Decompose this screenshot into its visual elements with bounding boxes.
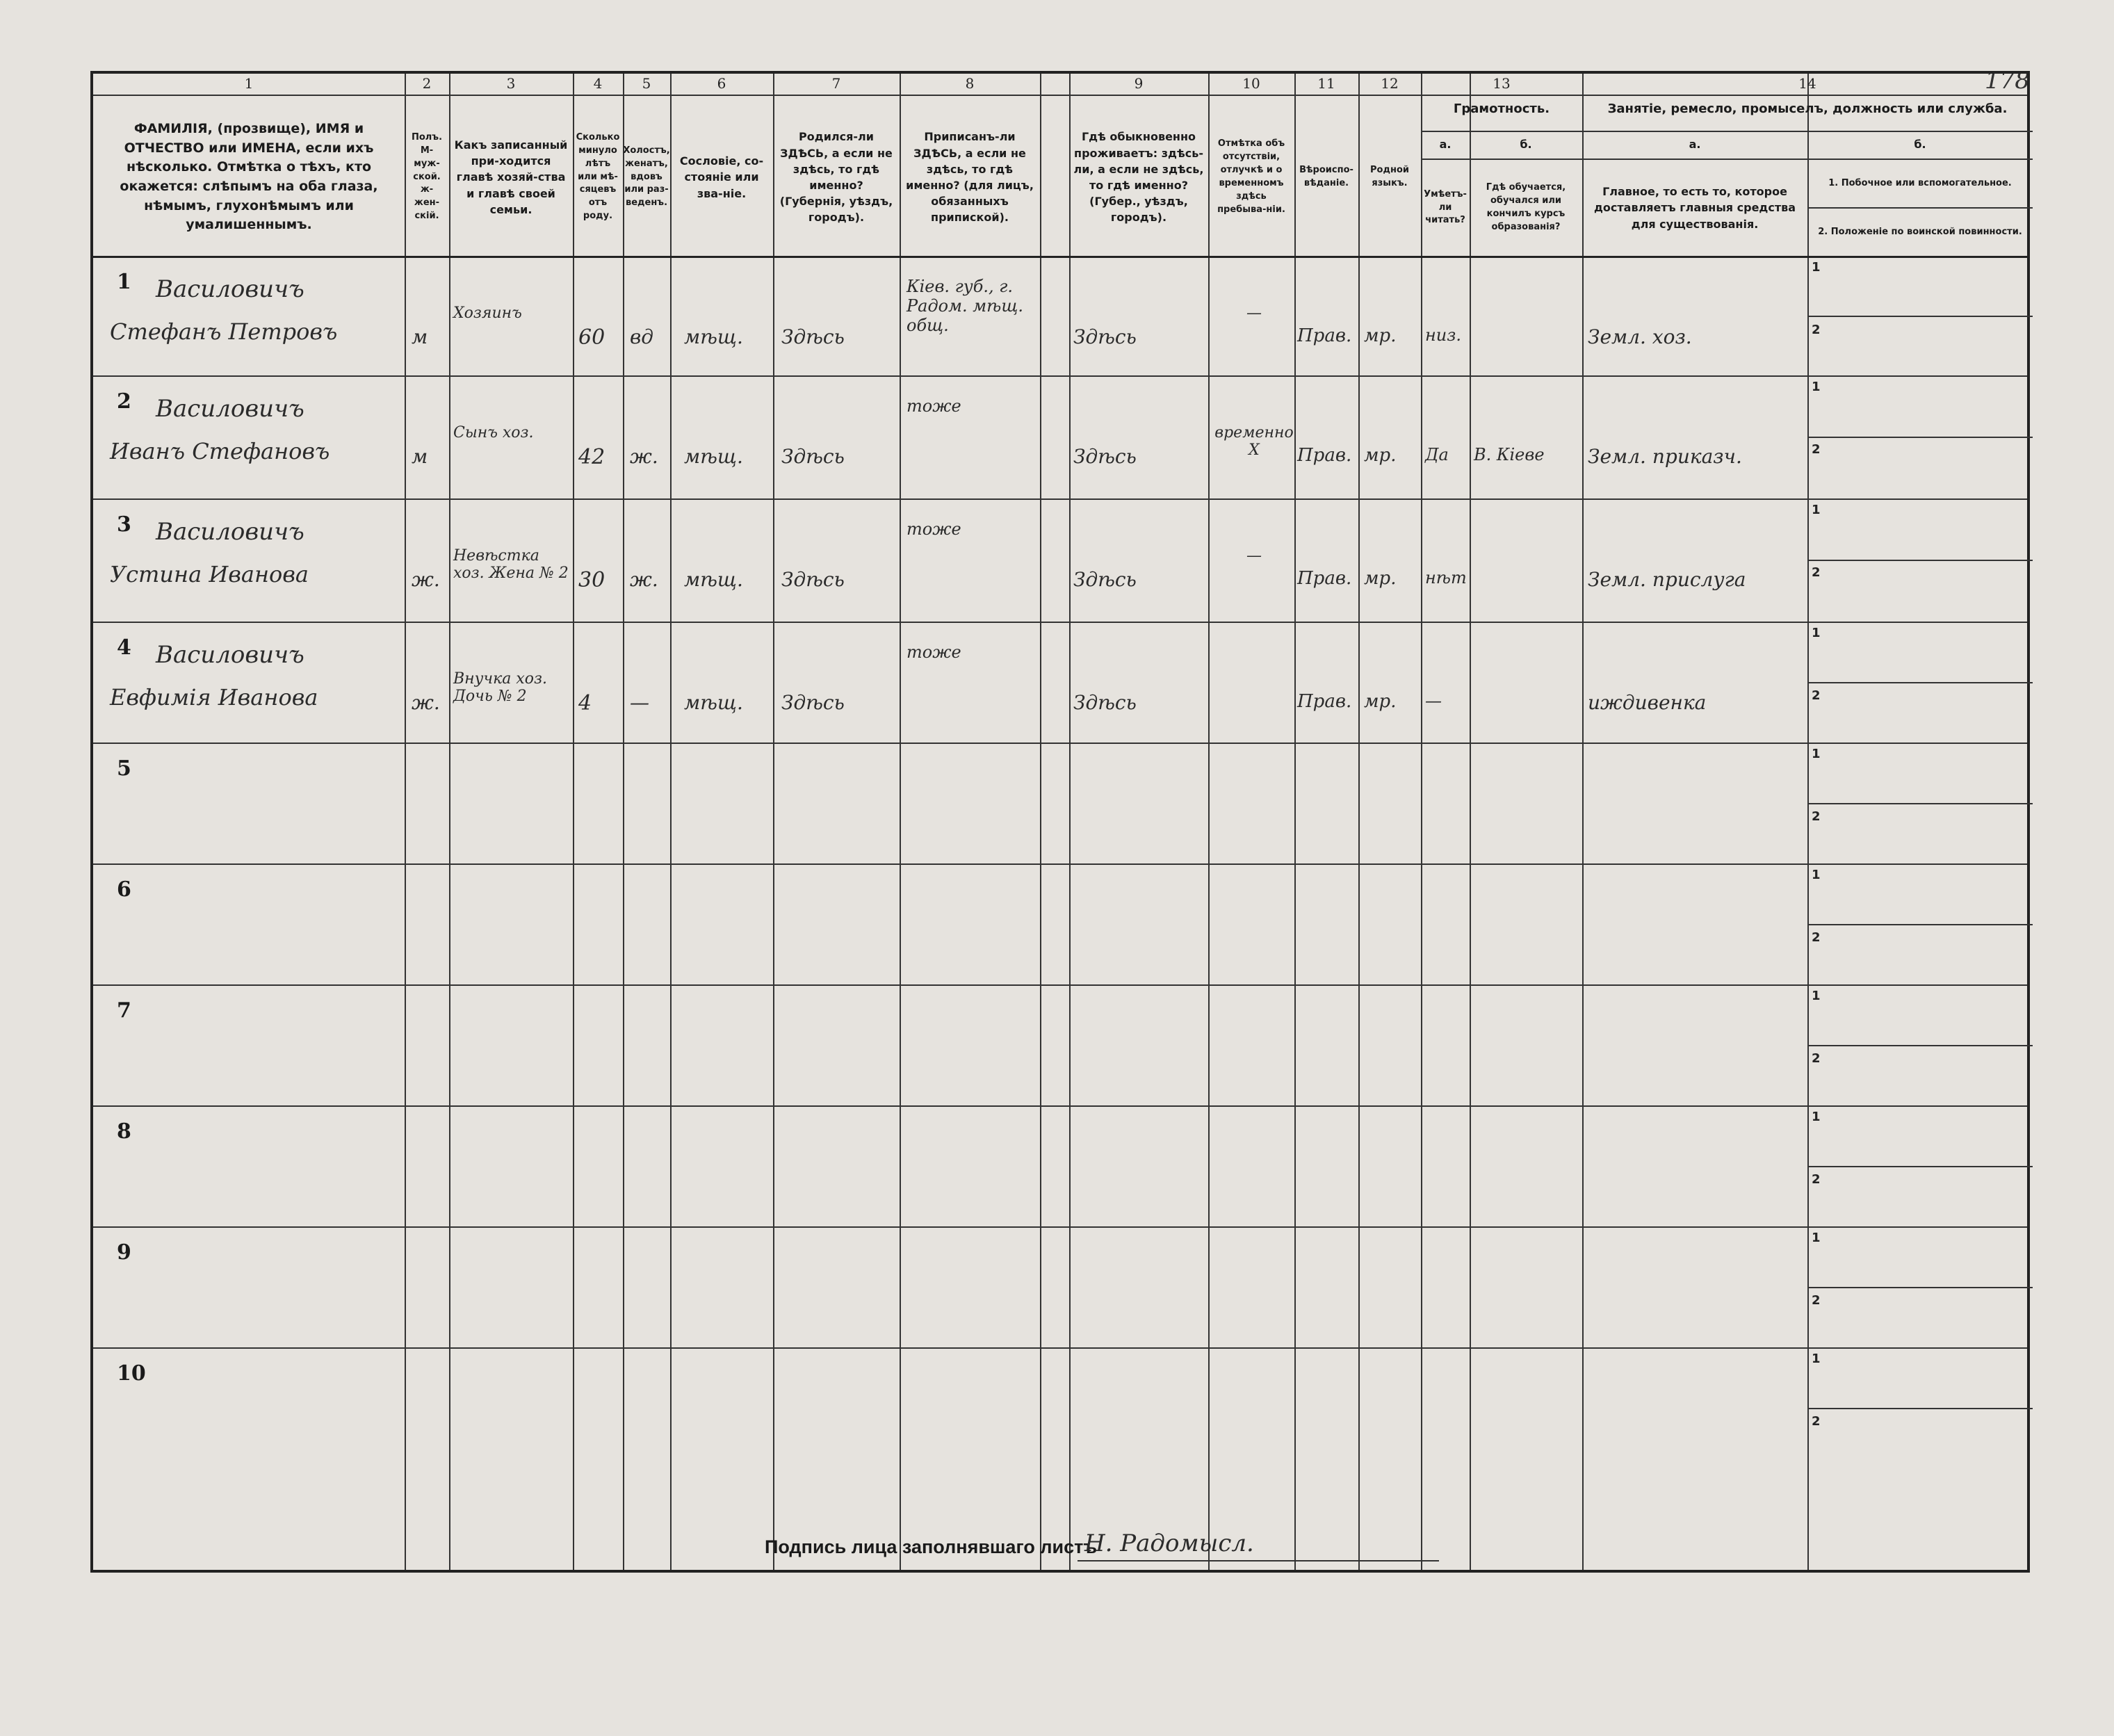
row-sub-2: 2 [1812,1172,1821,1187]
header-bottom [93,256,2027,258]
header-can-read: Умѣетъ-ли читать? [1424,188,1467,226]
header-born: Родился-ли ЗДѢСЬ, а если не здѣсь, то гдѣ именно? (Губернія, уѣздъ, городъ). [779,130,893,225]
colnum-9: 9 [1134,75,1144,92]
sub-row-divider [1807,1166,2033,1167]
row-sub-2: 2 [1812,1414,1821,1429]
colnum-5: 5 [642,75,651,92]
header-registered: Приписанъ-ли ЗДѢСЬ, а если не здѣсь, то гдѣ именно? (для лицъ, обязанныхъ припиской). [906,130,1034,225]
row-sub-2: 2 [1812,809,1821,824]
col-divider [623,74,624,1570]
col-divider [900,74,901,1570]
row-estate: мѣщ. [684,568,743,591]
row-education: В. Кіеве [1474,445,1545,464]
row-number: 7 [117,998,131,1023]
row-sub-1: 1 [1812,1110,1821,1124]
row-given-name: Иванъ Стефановъ [110,438,330,464]
row-sub-2: 2 [1812,1293,1821,1308]
colnum-14: 14 [1798,75,1816,92]
header-estate: Сословіе, со-стояніе или зва-ніе. [679,154,764,200]
sub-row-divider [1807,560,2033,561]
header-literacy: Грамотность. [1453,102,1550,116]
row-sub-1: 1 [1812,380,1821,394]
row-age: 30 [578,568,605,592]
row-number: 5 [117,756,131,781]
header-education: Гдѣ обучается, обучался или кончилъ курсъ образованія? [1486,182,1566,232]
row-number: 9 [117,1240,131,1265]
row-divider [93,375,2027,377]
row-surname: Василовичъ [156,641,304,669]
row-occupation: иждивенка [1588,691,1707,714]
row-number: 8 [117,1119,131,1144]
row-divider [93,1226,2027,1228]
header-literacy-b-label: б. [1520,138,1532,151]
row-sex: м [412,445,428,468]
row-divider [93,1105,2027,1107]
header-occupation-a-label: а. [1689,138,1701,151]
colnum-11: 11 [1317,75,1335,92]
row-relation: Невѣстка хоз. Жена № 2 [453,547,569,582]
colnum-8: 8 [965,75,975,92]
sub-row-divider [1807,682,2033,683]
col-divider [573,74,574,1570]
row-occupation: Земл. хоз. [1588,325,1692,348]
row-relation: Внучка хоз. Дочь № 2 [453,670,547,705]
row-sub-1: 1 [1812,989,1821,1003]
col-divider [1208,74,1210,1570]
row-religion: Прав. [1297,325,1352,346]
row-sub-2: 2 [1812,442,1821,457]
row-sub-1: 1 [1812,868,1821,882]
row-relation: Хозяинъ [453,305,522,322]
row-divider [93,498,2027,500]
row-sub-2: 2 [1812,565,1821,580]
header-age: Сколько минуло лѣтъ или мѣ-сяцевъ отъ роду. [576,132,620,222]
row-age: 60 [578,325,605,350]
row-language: мр. [1364,691,1397,712]
colnum-6: 6 [717,75,726,92]
row-marital: — [630,691,649,714]
col-divider [1294,74,1296,1570]
row-absence: — [1246,305,1262,322]
col-divider [449,74,450,1570]
colnum-4: 4 [593,75,603,92]
row-sex: ж. [412,691,440,714]
row-number: 2 [117,389,131,414]
signature-label: Подпись лица заполнявшаго листъ [765,1536,1097,1557]
row-religion: Прав. [1297,568,1352,589]
row-registered: Кіев. губ., г. Радом. мѣщ. общ. [906,277,1023,335]
row-born: Здѣсь [781,445,845,468]
row-surname: Василовичъ [156,395,304,423]
row-absence: временно Х [1214,424,1294,459]
row-number: 1 [117,270,131,294]
col-divider [1807,74,1809,1570]
header-language: Родной языкъ. [1370,165,1409,188]
row-divider [93,743,2027,744]
row-number: 4 [117,635,131,660]
row-given-name: Устина Иванова [110,561,309,587]
colnum-12: 12 [1381,75,1399,92]
header-sex: Полъ. М-муж-ской. ж-жен-скій. [411,132,443,222]
row-literate: — [1425,691,1442,711]
colnum-13: 13 [1493,75,1511,92]
row-residence: Здѣсь [1073,445,1137,468]
row-relation: Сынъ хоз. [453,424,534,441]
row-number: 6 [117,877,131,902]
header-residence: Гдѣ обыкновенно проживаетъ: здѣсь-ли, а если не здѣсь, то гдѣ именно? (Губер., уѣздъ, городъ). [1073,130,1204,225]
row-sub-2: 2 [1812,688,1821,703]
header-absence: Отмѣтка объ отсутствіи, отлучкѣ и о временномъ здѣсь пребыва-ніи. [1217,138,1285,215]
row-sub-2: 2 [1812,930,1821,945]
row-sub-1: 1 [1812,503,1821,517]
header-literacy-a-label: а. [1439,138,1452,151]
row-residence: Здѣсь [1073,568,1137,591]
c14-sub-divider [1582,131,2033,132]
header-name: ФАМИЛІЯ, (прозвище), ИМЯ и ОТЧЕСТВО или ИМЕНА, если ихъ нѣсколько. Отмѣтка о тѣхъ, кто окажется: слѣпымъ на оба глаза, нѣмымъ, глухонѣмымъ или умалишеннымъ. [120,121,378,233]
header-occupation-b-label: б. [1914,138,1926,151]
row-religion: Прав. [1297,691,1352,712]
row-born: Здѣсь [781,691,845,714]
row-sub-1: 1 [1812,1231,1821,1245]
col-divider [1421,74,1422,1570]
signature-line [1078,1560,1439,1561]
row-sex: м [412,325,428,348]
row-age: 4 [578,691,592,715]
header-occupation: Занятіе, ремесло, промыселъ, должность или служба. [1607,102,2008,116]
col-divider [1358,74,1360,1570]
col-divider [1069,74,1071,1570]
row-sex: ж. [412,568,440,591]
row-sub-2: 2 [1812,1051,1821,1066]
colnum-10: 10 [1242,75,1260,92]
row-surname: Василовичъ [156,275,304,303]
row-language: мр. [1364,445,1397,466]
colnum-7: 7 [831,75,841,92]
row-marital: вд [630,325,654,348]
row-literate: Да [1425,445,1449,464]
row-divider [93,1347,2027,1349]
c13-sub-divider [1421,131,1582,132]
sub-row-divider [1807,1408,2033,1409]
row-estate: мѣщ. [684,325,743,348]
sub-row-divider [1807,437,2033,438]
sub-row-divider [1807,316,2033,317]
row-given-name: Евфимія Иванова [110,684,318,711]
row-sub-1: 1 [1812,260,1821,275]
col-divider [670,74,672,1570]
header-marital: Холостъ, женатъ, вдовъ или раз-веденъ. [623,145,670,209]
colnum-3: 3 [506,75,516,92]
header-main-occupation: Главное, то есть то, которое доставляетъ главныя средства для существованія. [1593,185,1796,231]
row-number: 3 [117,512,131,537]
row-number: 10 [117,1361,146,1386]
row-registered: тоже [906,396,961,416]
header-religion: Вѣроиспо-вѣданіе. [1299,165,1353,188]
signature-value: Н. Радомысл. [1084,1530,1254,1557]
row-religion: Прав. [1297,445,1352,466]
header-relation: Какъ записанный при-ходится главѣ хозяй-ства и главѣ своей семьи. [454,138,568,216]
header-military: 2. Положеніе по воинской повинности. [1818,226,2022,237]
row-registered: тоже [906,642,961,662]
header-side-occupation: 1. Побочное или вспомогательное. [1828,177,2012,188]
col-divider [1470,74,1471,1570]
row-divider [93,984,2027,986]
row-literate: нѣт [1425,568,1467,587]
row-divider [93,863,2027,865]
row-occupation: Земл. прислуга [1588,568,1746,591]
sub-row-divider [1807,803,2033,804]
row-surname: Василовичъ [156,518,304,546]
census-table [90,71,2030,1573]
page-number: 178 [1985,67,2030,95]
col-divider [405,74,406,1570]
row-marital: ж. [630,568,658,591]
col-divider [1582,74,1584,1570]
row-sub-1: 1 [1812,1352,1821,1366]
row-estate: мѣщ. [684,691,743,714]
row-language: мр. [1364,325,1397,346]
row-residence: Здѣсь [1073,325,1137,348]
sub-row-divider [1807,1287,2033,1288]
colnum-divider [93,95,2027,96]
row-marital: ж. [630,445,658,468]
col-divider [1040,74,1041,1570]
colnum-1: 1 [244,75,254,92]
row-age: 42 [578,445,605,469]
row-born: Здѣсь [781,568,845,591]
row-literate: низ. [1425,325,1461,345]
row-sub-1: 1 [1812,747,1821,761]
row-born: Здѣсь [781,325,845,348]
row-registered: тоже [906,519,961,539]
colnum-2: 2 [422,75,432,92]
row-given-name: Стефанъ Петровъ [110,318,338,345]
row-residence: Здѣсь [1073,691,1137,714]
row-estate: мѣщ. [684,445,743,468]
sub-row-divider [1807,1045,2033,1046]
row-divider [93,622,2027,623]
row-sub-2: 2 [1812,323,1821,337]
row-occupation: Земл. приказч. [1588,445,1742,468]
col-divider [773,74,774,1570]
row-sub-1: 1 [1812,626,1821,640]
sub-row-divider [1807,924,2033,925]
row-absence: — [1246,547,1262,565]
row-language: мр. [1364,568,1397,589]
